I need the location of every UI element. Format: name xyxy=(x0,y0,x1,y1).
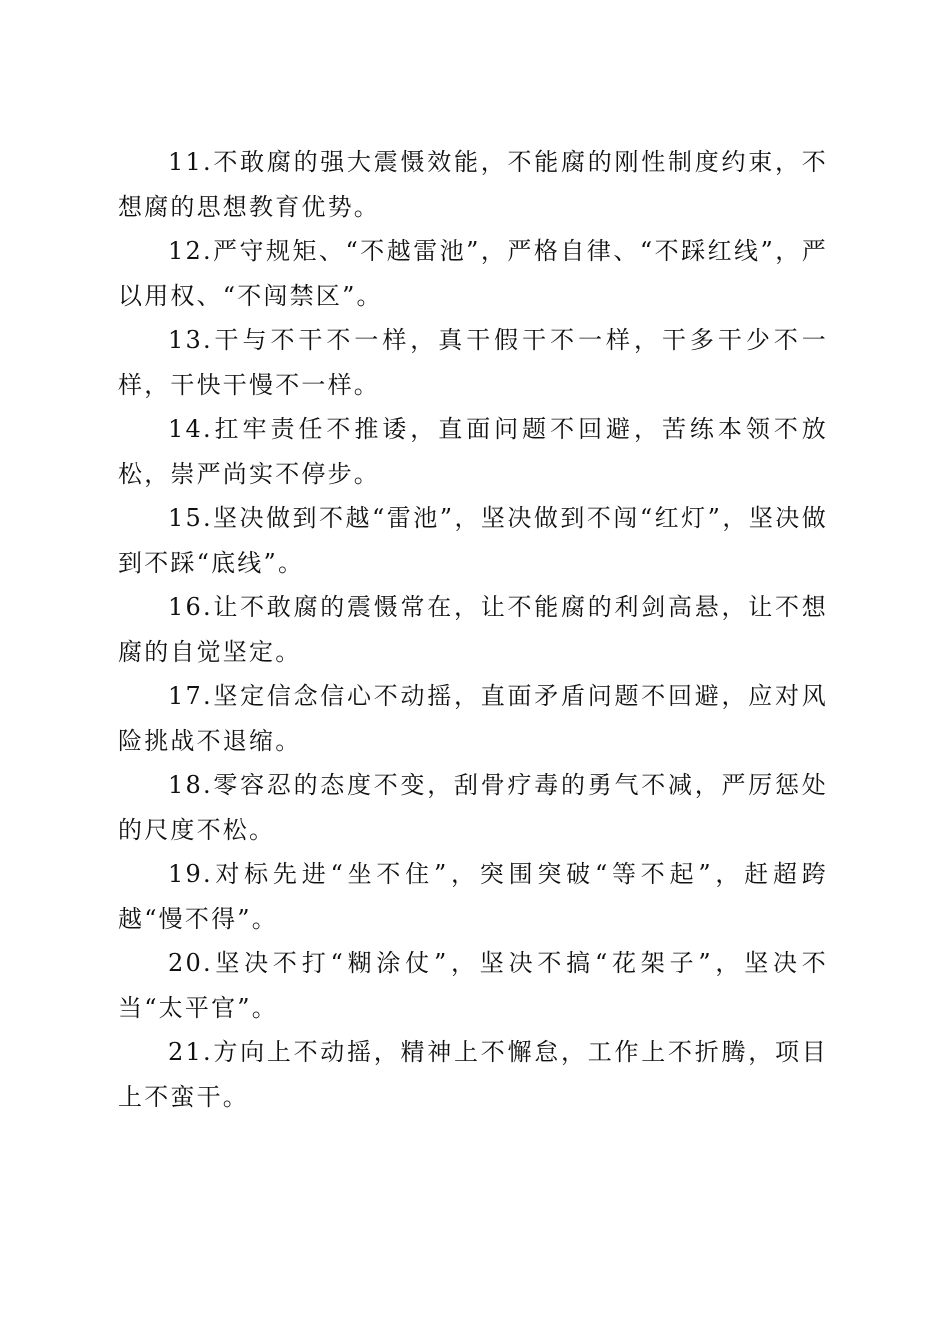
paragraph-11: 11.不敢腐的强大震慑效能，不能腐的刚性制度约束，不想腐的思想教育优势。 xyxy=(118,148,828,221)
paragraph-18: 18.零容忍的态度不变，刮骨疗毒的勇气不减，严厉惩处的尺度不松。 xyxy=(118,771,828,844)
paragraph-14: 14.扛牢责任不推诿，直面问题不回避，苦练本领不放松，崇严尚实不停步。 xyxy=(118,415,828,488)
paragraph-20: 20.坚决不打“糊涂仗”，坚决不搞“花架子”，坚决不当“太平官”。 xyxy=(118,949,828,1022)
paragraph-19: 19.对标先进“坐不住”，突围突破“等不起”，赶超跨越“慢不得”。 xyxy=(118,860,828,933)
paragraph-13: 13.干与不干不一样，真干假干不一样，干多干少不一样，干快干慢不一样。 xyxy=(118,326,828,399)
paragraph-15: 15.坚决做到不越“雷池”，坚决做到不闯“红灯”，坚决做到不踩“底线”。 xyxy=(118,504,828,577)
paragraph-16: 16.让不敢腐的震慑常在，让不能腐的利剑高悬，让不想腐的自觉坚定。 xyxy=(118,593,828,666)
paragraph-21: 21.方向上不动摇，精神上不懈怠，工作上不折腾，项目上不蛮干。 xyxy=(118,1038,828,1111)
paragraph-17: 17.坚定信念信心不动摇，直面矛盾问题不回避，应对风险挑战不退缩。 xyxy=(118,682,828,755)
document-body xyxy=(118,140,828,1119)
paragraph-12: 12.严守规矩、“不越雷池”，严格自律、“不踩红线”，严以用权、“不闯禁区”。 xyxy=(118,237,828,310)
